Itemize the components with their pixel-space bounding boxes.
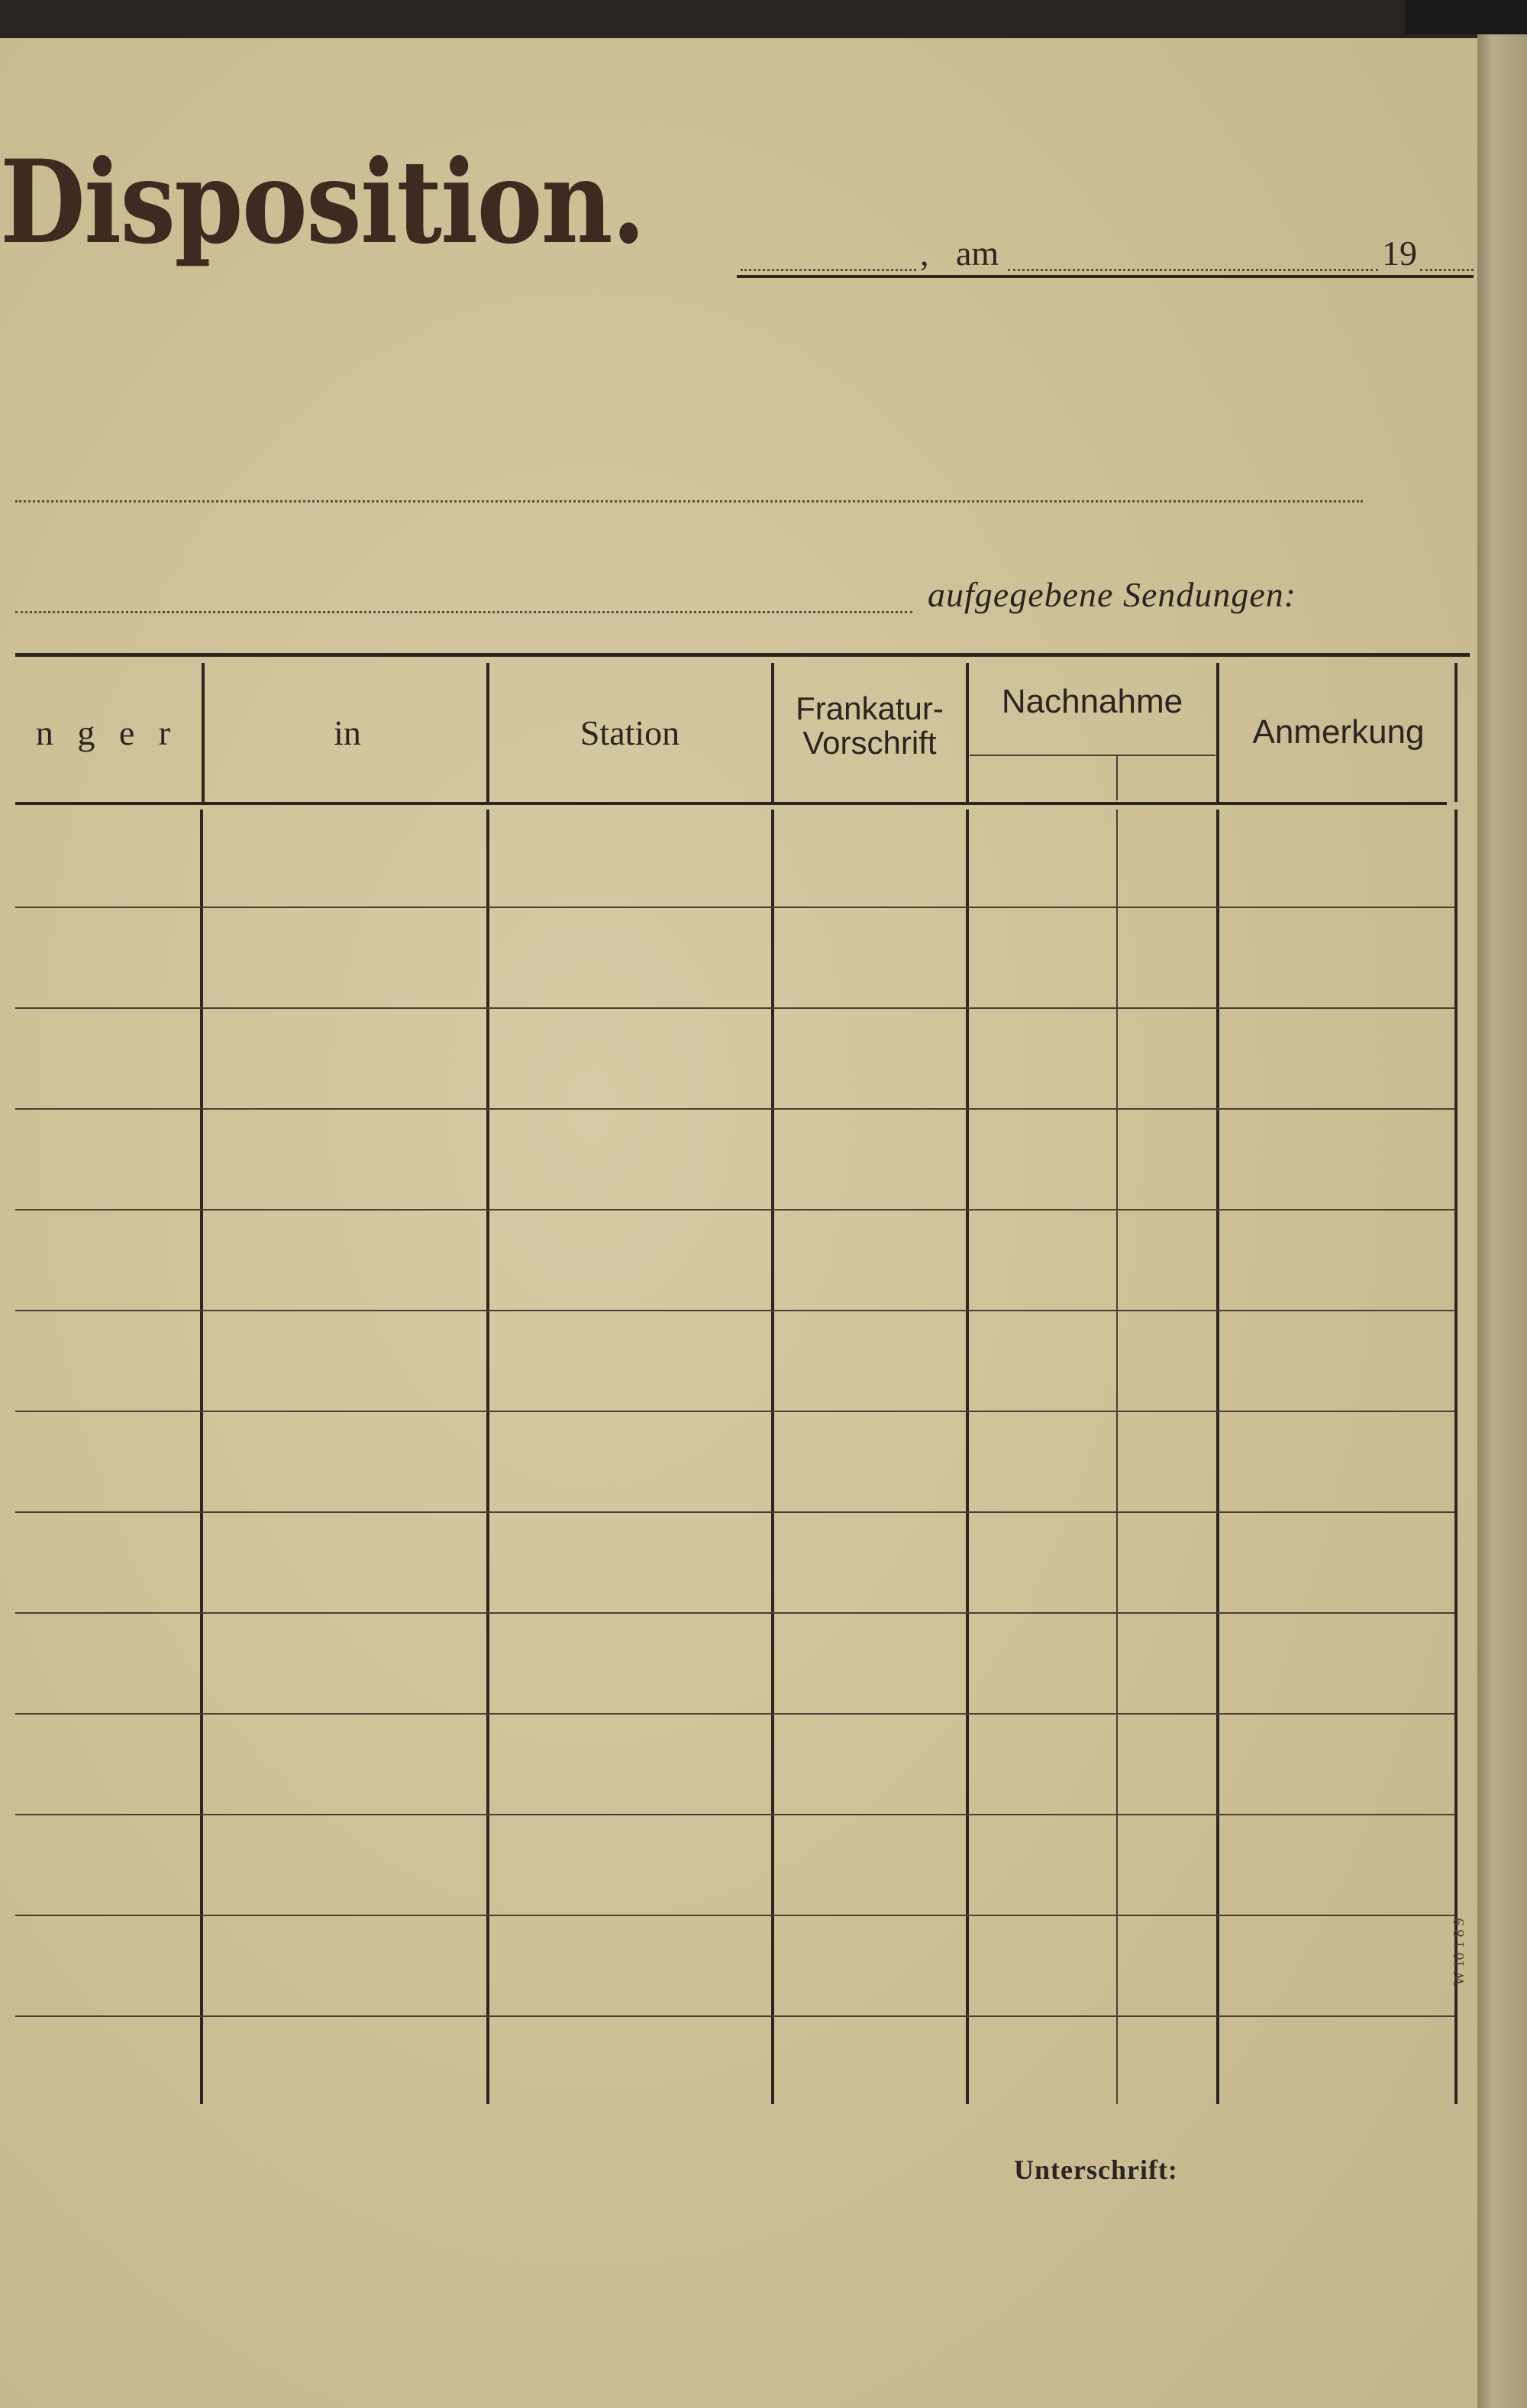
table-row-rule	[15, 1915, 1454, 1916]
table-row-rule	[15, 1411, 1454, 1412]
table-row-rule	[15, 1108, 1454, 1110]
page-edge	[1477, 31, 1527, 2408]
table-row-rule	[15, 1007, 1454, 1009]
col-divider-4	[966, 810, 969, 2104]
col-header-anmerkung: Anmerkung	[1252, 713, 1425, 751]
date-field	[1008, 269, 1378, 271]
col-divider-1-header	[202, 663, 205, 802]
nachnahme-split-header	[1116, 755, 1118, 800]
col-header-receiver: n g e r	[35, 713, 179, 752]
form-page	[0, 38, 1477, 2408]
col-header-in: in	[334, 713, 361, 752]
col-header-frankatur	[774, 691, 965, 761]
page-title: Disposition.	[0, 135, 645, 270]
col-header-frankatur-line1: Frankatur-	[796, 690, 944, 726]
place-field	[741, 269, 916, 271]
table-row-rule	[15, 1310, 1454, 1311]
table-row-rule	[15, 1814, 1454, 1815]
col-divider-2	[486, 810, 489, 2104]
col-divider-5	[1216, 810, 1219, 2104]
date-am-label: am	[956, 234, 999, 273]
table-row-rule	[15, 2015, 1454, 2017]
signature-label: Unterschrift:	[1014, 2154, 1178, 2185]
scan-background	[1405, 0, 1527, 34]
year-field	[1420, 269, 1474, 271]
fill-line-2	[15, 611, 912, 613]
date-year-label: 19	[1382, 234, 1417, 273]
col-divider-3-header	[771, 663, 774, 802]
nachnahme-split	[1116, 810, 1118, 2104]
table-row-rule	[15, 907, 1454, 908]
date-comma: ,	[920, 234, 929, 273]
col-divider-6-header	[1454, 663, 1458, 802]
table-row-rule	[15, 1209, 1454, 1210]
col-divider-6	[1454, 810, 1458, 2104]
table-row-rule	[15, 1713, 1454, 1715]
subheading: aufgegebene Sendungen:	[928, 575, 1297, 614]
col-divider-3	[771, 810, 774, 2104]
table-row-rule	[15, 1511, 1454, 1513]
col-header-station: Station	[579, 713, 680, 752]
col-header-nachnahme: Nachnahme	[1001, 683, 1183, 720]
col-header-frankatur-line2: Vorschrift	[802, 725, 937, 761]
col-divider-2-header	[486, 663, 489, 802]
col-divider-5-header	[1216, 663, 1219, 802]
table-row-rule	[15, 1612, 1454, 1614]
col-divider-1	[200, 810, 203, 2104]
fill-line-1	[15, 500, 1363, 503]
nachnahme-subdivider	[970, 755, 1215, 756]
header-bottom-rule	[15, 802, 1447, 805]
table-top-border	[15, 653, 1470, 657]
col-divider-4-header	[966, 663, 969, 802]
side-marking: W 10 1 8 9	[1451, 1918, 1467, 1986]
date-rule	[737, 275, 1474, 278]
